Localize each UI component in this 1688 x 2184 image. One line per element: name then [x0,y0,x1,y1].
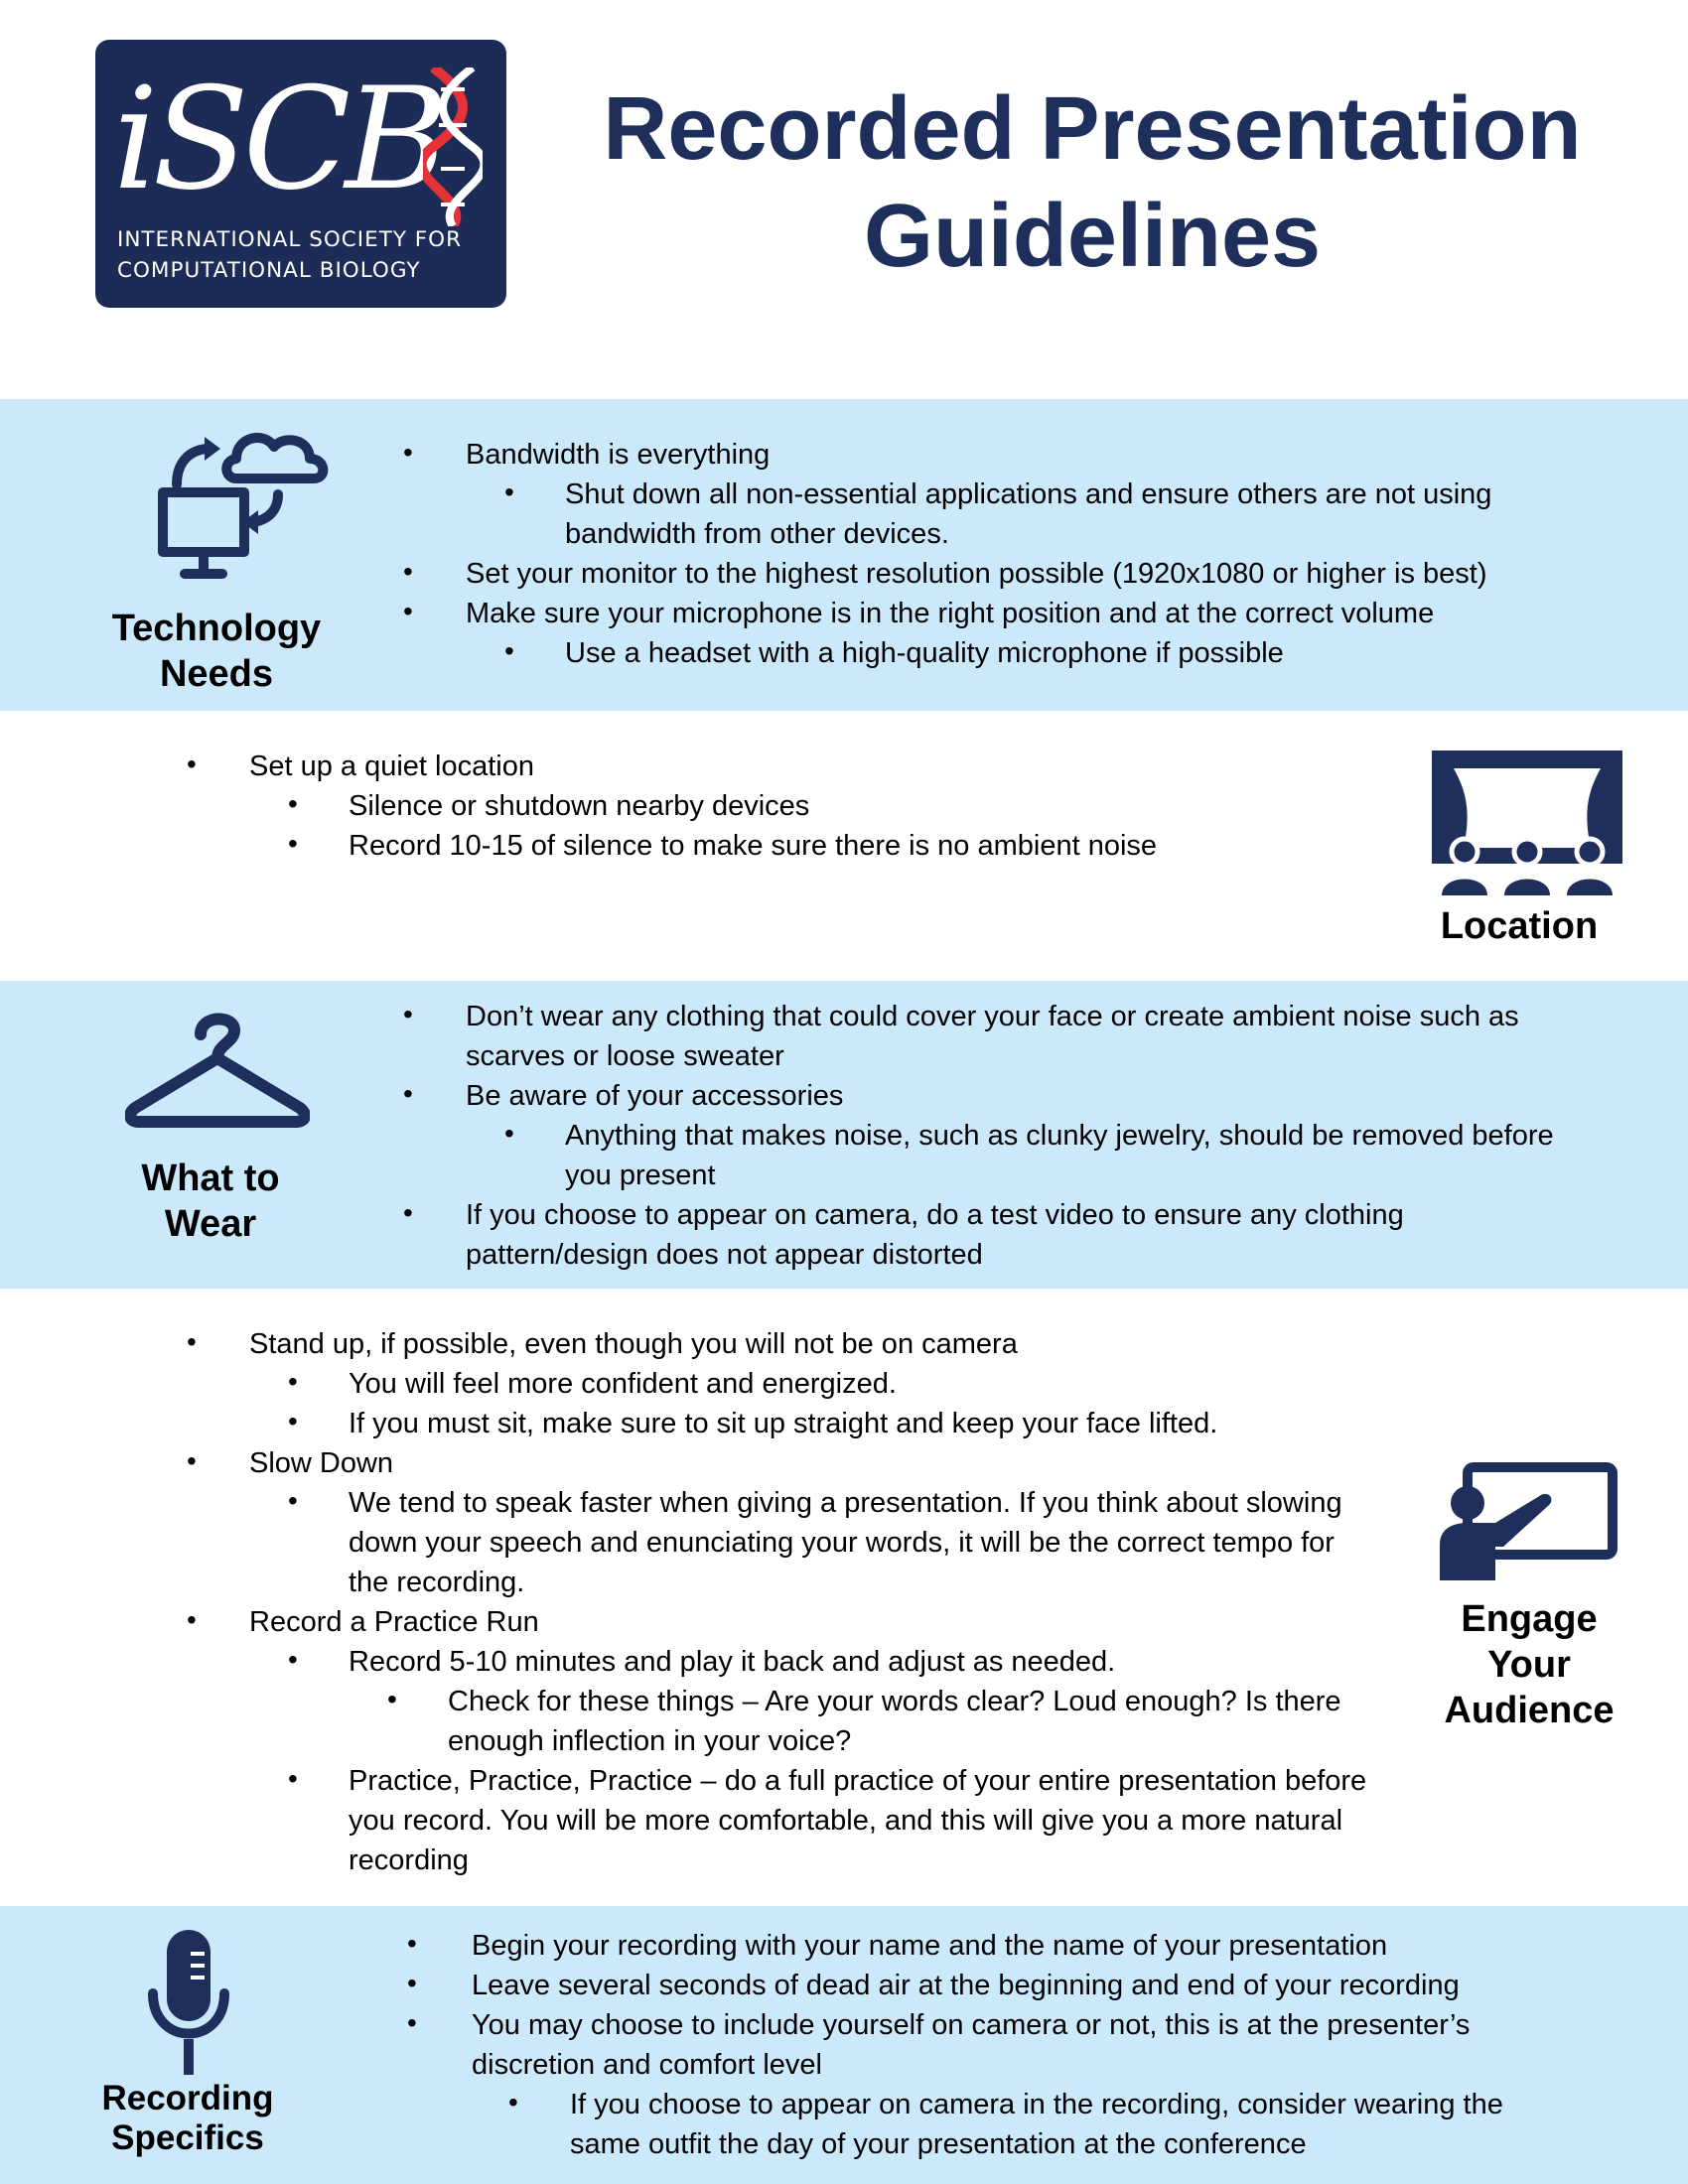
list-item [0,435,1688,475]
bullet: • [504,1118,514,1149]
technology-label-line: Needs [159,653,274,695]
list-item-text: Slow Down [249,1447,394,1479]
engage-label-line: Engage [1461,1598,1598,1640]
recording-label-line: Recording [101,2079,274,2117]
presenter-board-icon [1438,1461,1618,1582]
list-item-text: Practice, Practice, Practice – do a full practice of your entire presentation before [349,1765,1367,1797]
wear-section [0,981,1688,1289]
logo-subtitle-line: COMPUTATIONAL BIOLOGY [117,258,421,283]
bullet: • [187,1604,197,1635]
list-item-text: recording [349,1844,469,1876]
engage-label-line: Audience [1444,1690,1615,1731]
page-title-line: Recorded Presentation [603,79,1582,179]
list-item-text: Make sure your microphone is in the right position and at the correct volume [466,598,1435,629]
list-item-text: If you must sit, make sure to sit up straight and keep your face lifted. [349,1408,1218,1439]
bullet: • [403,1197,413,1228]
logo-wordmark: iSCB [113,58,443,221]
bullet: • [288,1406,298,1436]
list-item [0,1443,1688,1483]
list-item-text: Anything that makes noise, such as clunky jewelry, should be removed before [565,1120,1554,1152]
list-item-text: You will feel more confident and energized. [349,1368,897,1400]
bullet: • [387,1684,397,1714]
bullet: • [407,2007,417,2038]
engage-label [1420,1596,1638,1733]
list-item [0,997,1688,1076]
list-item [0,1116,1688,1195]
list-item-text: We tend to speak faster when giving a presentation. If you think about slowing [349,1487,1342,1519]
technology-list [0,435,1688,673]
list-item-text: discretion and comfort level [472,2049,822,2081]
bullet: • [288,1644,298,1675]
wear-label-line: Wear [164,1203,257,1245]
list-item-text: you record. You will be more comfortable, and this will give you a more natural [349,1805,1343,1837]
recording-section [0,1906,1688,2184]
bullet: • [504,477,514,507]
bullet: • [508,2087,518,2117]
list-item-text: Shut down all non-essential applications and ensure others are not using [565,478,1492,510]
list-item [0,1404,1688,1443]
bullet: • [403,556,413,587]
bullet: • [504,635,514,666]
list-item-text: Check for these things – Are your words clear? Loud enough? Is there [448,1686,1341,1717]
list-item [0,1364,1688,1404]
list-item [0,633,1688,673]
list-item [0,1926,1688,1966]
list-item-text: Record a Practice Run [249,1606,539,1638]
iscb-logo [95,40,506,308]
list-item-text: enough inflection in your voice? [448,1725,852,1757]
list-item [0,554,1688,594]
engage-label-line: Your [1487,1644,1571,1686]
dna-helix-icon [423,68,483,226]
list-item-text: Begin your recording with your name and the name of your presentation [472,1930,1388,1962]
recording-list [0,1926,1688,2164]
location-section [0,711,1688,981]
bullet: • [288,1366,298,1397]
list-item-text: down your speech and enunciating your words, it will be the correct tempo for [349,1527,1335,1559]
bullet: • [288,828,298,859]
list-item-text: Set your monitor to the highest resolution possible (1920x1080 or higher is best) [466,558,1487,590]
list-item-text: Stand up, if possible, even though you will not be on camera [249,1328,1018,1360]
bullet: • [187,749,197,779]
bullet: • [403,1078,413,1109]
technology-label-line: Technology [111,608,322,649]
logo-subtitle-line: INTERNATIONAL SOCIETY FOR [117,227,463,252]
stage-audience-icon [1432,751,1622,897]
list-item-text: Set up a quiet location [249,751,534,782]
list-item-text: Record 10-15 of silence to make sure there is no ambient noise [349,830,1158,862]
list-item [0,1195,1688,1275]
bullet: • [403,437,413,468]
list-item [0,1076,1688,1116]
engage-section [0,1289,1688,1906]
list-item [0,2085,1688,2164]
list-item [0,1483,1688,1602]
list-item [0,475,1688,554]
wear-list [0,997,1688,1275]
recording-label-line: Specifics [111,2118,264,2157]
list-item [0,1761,1688,1880]
list-item-text: scarves or loose sweater [466,1040,784,1072]
list-item-text: Use a headset with a high-quality microphone if possible [565,637,1284,669]
list-item-text: Be aware of your accessories [466,1080,844,1112]
bullet: • [403,999,413,1029]
location-label: Location [1440,905,1599,947]
list-item [0,1324,1688,1364]
list-item-text: bandwidth from other devices. [565,518,949,550]
page-title [556,75,1628,290]
list-item-text: Don’t wear any clothing that could cover your face or create ambient noise such as [466,1001,1519,1032]
list-item [0,2005,1688,2085]
logo-subtitle [117,224,494,286]
list-item-text: If you choose to appear on camera in the recording, consider wearing the [570,2089,1503,2120]
list-item-text: Bandwidth is everything [466,439,771,471]
bullet: • [407,1928,417,1959]
list-item-text: You may choose to include yourself on camera or not, this is at the presenter’s [472,2009,1471,2041]
bullet: • [288,1763,298,1794]
list-item-text: the recording. [349,1567,525,1598]
list-item-text: If you choose to appear on camera, do a test video to ensure any clothing [466,1199,1404,1231]
bullet: • [288,1485,298,1516]
technology-section [0,399,1688,711]
list-item-text: you present [565,1160,716,1191]
list-item-text: pattern/design does not appear distorted [466,1239,983,1271]
list-item-text: Leave several seconds of dead air at the beginning and end of your recording [472,1970,1460,2001]
list-item-text: same outfit the day of your presentation at the conference [570,2128,1307,2160]
page-title-line: Guidelines [863,187,1322,286]
wear-label-line: What to [141,1158,280,1199]
list-item [0,1966,1688,2005]
bullet: • [403,596,413,626]
bullet: • [187,1445,197,1476]
list-item-text: Record 5-10 minutes and play it back and adjust as needed. [349,1646,1116,1678]
bullet: • [288,788,298,819]
list-item [0,594,1688,633]
bullet: • [407,1968,417,1998]
bullet: • [187,1326,197,1357]
list-item-text: Silence or shutdown nearby devices [349,790,810,822]
